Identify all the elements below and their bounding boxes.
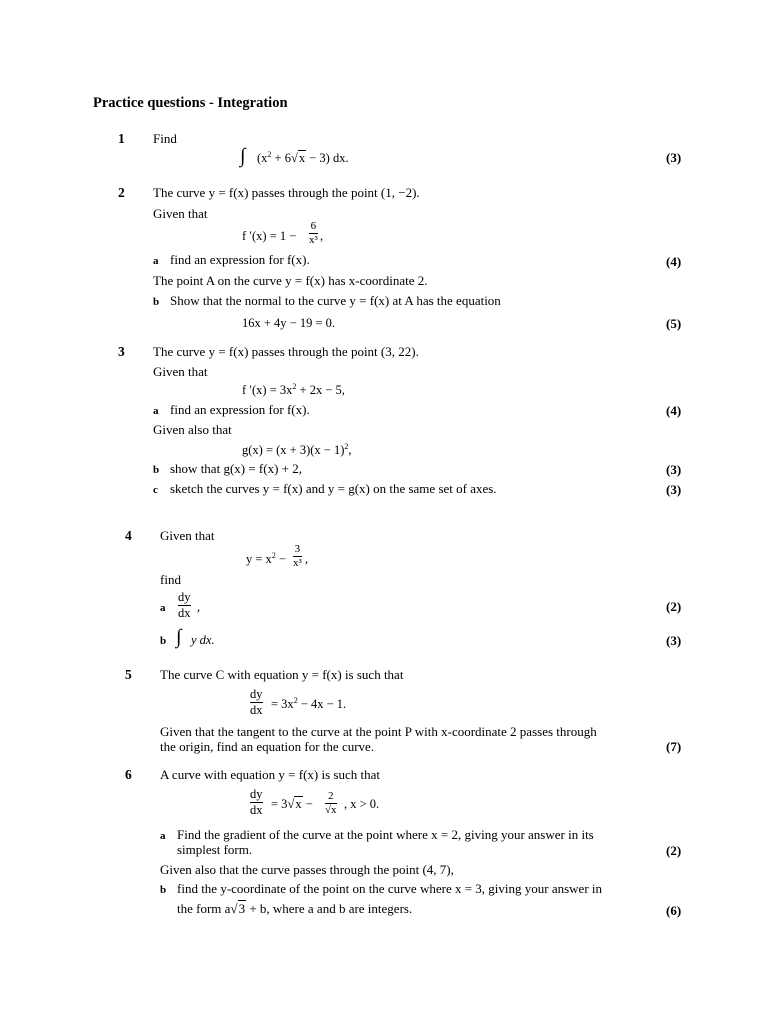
integral-sign: ∫ xyxy=(240,145,246,167)
question-6-condition: , x > 0. xyxy=(344,797,380,811)
question-4a-tail: , xyxy=(197,600,201,614)
question-2b-label: b xyxy=(153,296,160,308)
question-2-derivative: f ′(x) = 1 − xyxy=(242,229,297,243)
question-2-point-a: The point A on the curve y = f(x) has x-coordinate 2. xyxy=(153,273,428,288)
question-6b-label: b xyxy=(160,884,167,896)
question-3-derivative: f $'(x) = 3x^2 + 2x - 5$, xyxy=(242,382,345,397)
question-3c-label: c xyxy=(153,484,158,496)
page-title: Practice questions - Integration xyxy=(93,95,288,111)
question-5-intro: The curve C with equation y = f(x) is such that xyxy=(160,667,404,682)
question-6a-text-line-2: simplest form. xyxy=(177,842,253,857)
question-2-fraction: 6 x³ xyxy=(309,220,318,246)
question-4-equation-tail: , xyxy=(305,552,309,566)
question-3a-label: a xyxy=(153,405,159,417)
question-3a-text: find an expression for f(x). xyxy=(170,402,310,417)
question-5-number: 5 xyxy=(125,667,132,682)
question-3-g-definition: $g(x) = (x + 3)(x - 1)^2$, xyxy=(242,442,352,457)
question-5-paragraph-line-2: the origin, find an equation for the curve. xyxy=(160,739,375,754)
question-4-number: 4 xyxy=(125,528,132,543)
question-2-intro: The curve y = f(x) passes through the point (1, −2). xyxy=(153,185,420,200)
question-1-prompt: Find xyxy=(153,131,177,146)
question-4-find: find xyxy=(160,572,181,587)
question-4a-label: a xyxy=(160,602,166,614)
question-3c-mark: (3) xyxy=(666,482,682,497)
question-3-intro: The curve y = f(x) passes through the point (3, 22). xyxy=(153,344,419,359)
question-6b-text-line-1: find the y-coordinate of the point on the curve where x = 3, giving your answer in xyxy=(177,881,603,896)
question-3c-text: sketch the curves y = f(x) and y = g(x) on the same set of axes. xyxy=(170,481,497,496)
question-6-derivative: dy dx xyxy=(250,787,263,817)
question-6b-text-line-2: the form a√3 + b, where a and b are integers. xyxy=(177,901,413,916)
question-1-mark: (3) xyxy=(666,150,682,165)
question-4-equation: $y = x^2$ − xyxy=(246,551,286,566)
question-3-number: 3 xyxy=(118,344,125,359)
question-6a-text-line-1: Find the gradient of the curve at the point where x = 2, giving your answer in its xyxy=(177,827,594,842)
question-3-given: Given that xyxy=(153,364,208,379)
question-4b-mark: (3) xyxy=(666,633,682,648)
question-6-intro: A curve with equation y = f(x) is such that xyxy=(160,767,380,782)
question-6a-label: a xyxy=(160,830,166,842)
question-6b-mark: (6) xyxy=(666,903,682,918)
question-4b-label: b xyxy=(160,635,167,647)
question-2a-text: find an expression for f(x). xyxy=(170,252,310,267)
question-1-expression: $(x^2 + 6√x - 3)$ dx. xyxy=(257,150,349,165)
question-6-fraction: 2 √x xyxy=(325,790,337,816)
question-4a-mark: (2) xyxy=(666,599,682,614)
question-6a-mark: (2) xyxy=(666,843,682,858)
question-5-mark: (7) xyxy=(666,739,682,754)
question-3-given-also: Given also that xyxy=(153,422,232,437)
question-1-number: 1 xyxy=(118,131,125,146)
question-4-given: Given that xyxy=(160,528,215,543)
question-3b-mark: (3) xyxy=(666,462,682,477)
question-2b-mark: (5) xyxy=(666,316,682,331)
question-3b-text: show that g(x) = f(x) + 2, xyxy=(170,461,302,476)
question-4-fraction: 3 x³ xyxy=(293,543,302,569)
question-6-rhs: = 3√x − xyxy=(271,797,313,811)
question-2b-equation: 16x + 4y − 19 = 0. xyxy=(242,316,336,330)
question-3a-mark: (4) xyxy=(666,403,682,418)
question-2-number: 2 xyxy=(118,185,125,200)
question-4a-derivative: dy dx xyxy=(178,590,191,620)
question-4b-text: y dx. xyxy=(191,633,215,647)
question-2a-label: a xyxy=(153,255,159,267)
question-2-derivative-tail: , xyxy=(320,229,324,243)
question-2a-mark: (4) xyxy=(666,254,682,269)
question-2-given: Given that xyxy=(153,206,208,221)
question-2b-text: Show that the normal to the curve y = f(x) at A has the equation xyxy=(170,293,501,308)
question-5-paragraph-line-1: Given that the tangent to the curve at the point P with x-coordinate 2 passes through xyxy=(160,724,597,739)
integral-sign: ∫ xyxy=(176,626,182,648)
question-5-rhs: = $3x^2 - 4x - 1$. xyxy=(271,696,347,711)
question-3b-label: b xyxy=(153,464,160,476)
question-5-derivative: dy dx xyxy=(250,687,263,717)
question-6-given-also: Given also that the curve passes through the point (4, 7), xyxy=(160,862,454,877)
question-6-number: 6 xyxy=(125,767,132,782)
